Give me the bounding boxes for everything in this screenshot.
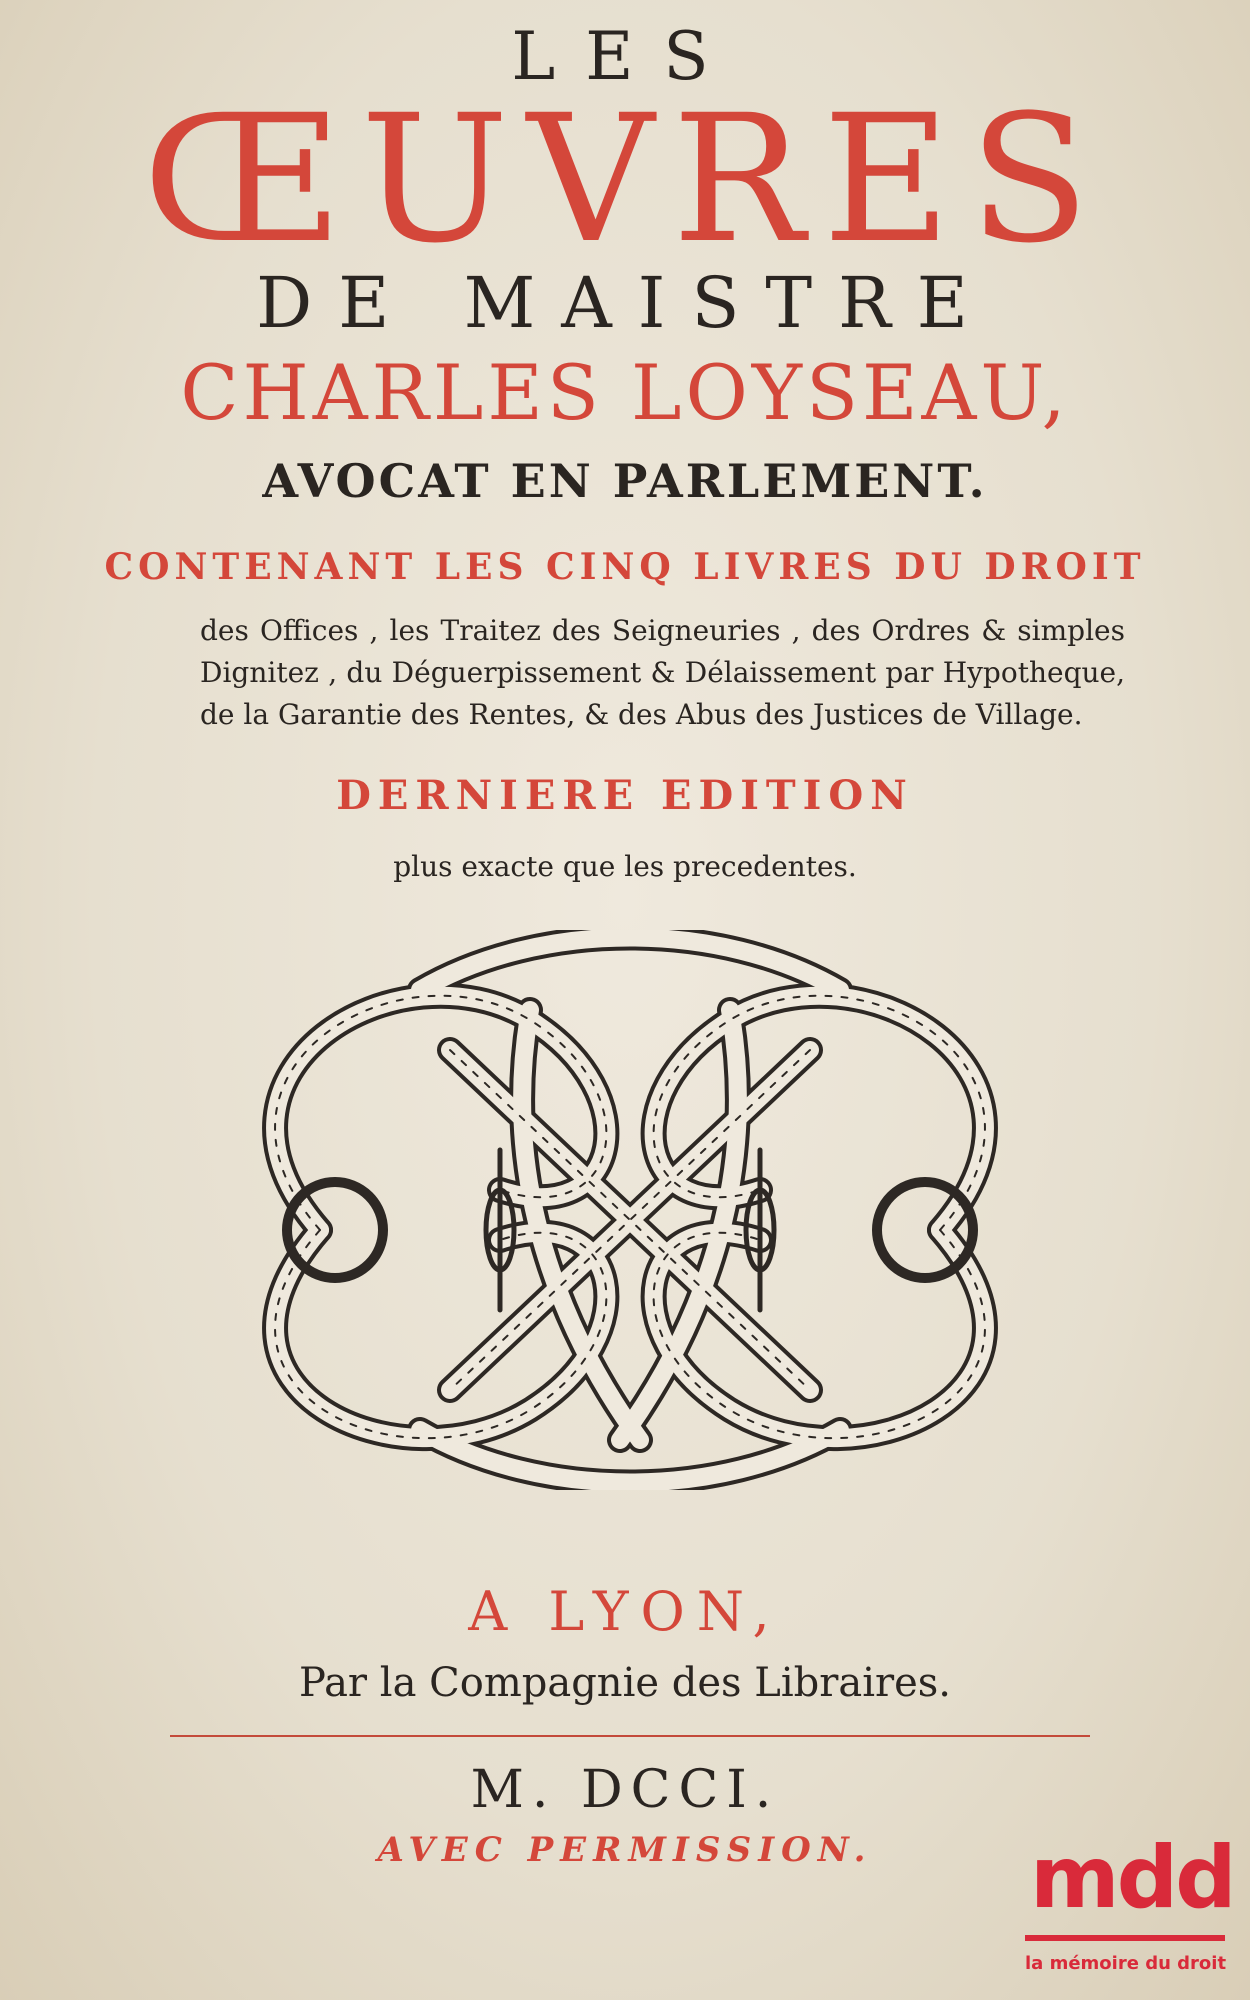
mdd-logo <box>1015 1828 1243 1995</box>
edition-note: plus exacte que les precedentes. <box>393 850 857 883</box>
author-role: AVOCAT EN PARLEMENT. <box>262 454 988 508</box>
title-line-oeuvres: ŒUVRES <box>142 77 1108 282</box>
description-line: Dignitez , du Déguerpissement & Délaissement par Hypotheque, <box>200 656 1125 689</box>
edition-heading: DERNIERE EDITION <box>336 772 914 819</box>
title-line-de-maistre: DE MAISTRE <box>256 262 994 344</box>
imprint-date: M. DCCI. <box>470 1760 780 1820</box>
contents-heading: CONTENANT LES CINQ LIVRES DU DROIT <box>104 546 1146 588</box>
logo-mark: mdd <box>1030 1828 1234 1928</box>
description-line: de la Garantie des Rentes, & des Abus des Justices de Village. <box>200 698 1083 731</box>
imprint-permission: AVEC PERMISSION. <box>377 1830 873 1870</box>
title-line-les: LES <box>511 18 739 95</box>
logo-underline <box>1025 1935 1225 1941</box>
contents-description <box>200 610 1125 736</box>
printers-ornament <box>200 930 1060 1490</box>
imprint-publisher: Par la Compagnie des Libraires. <box>298 1660 952 1706</box>
imprint-place: A LYON, <box>468 1580 782 1643</box>
description-line: des Offices , les Traitez des Seigneuries , des Ordres & simples <box>200 614 1125 647</box>
imprint-divider <box>170 1735 1090 1737</box>
logo-tagline: la mémoire du droit <box>1025 1953 1227 1974</box>
author-name: CHARLES LOYSEAU, <box>180 348 1070 437</box>
